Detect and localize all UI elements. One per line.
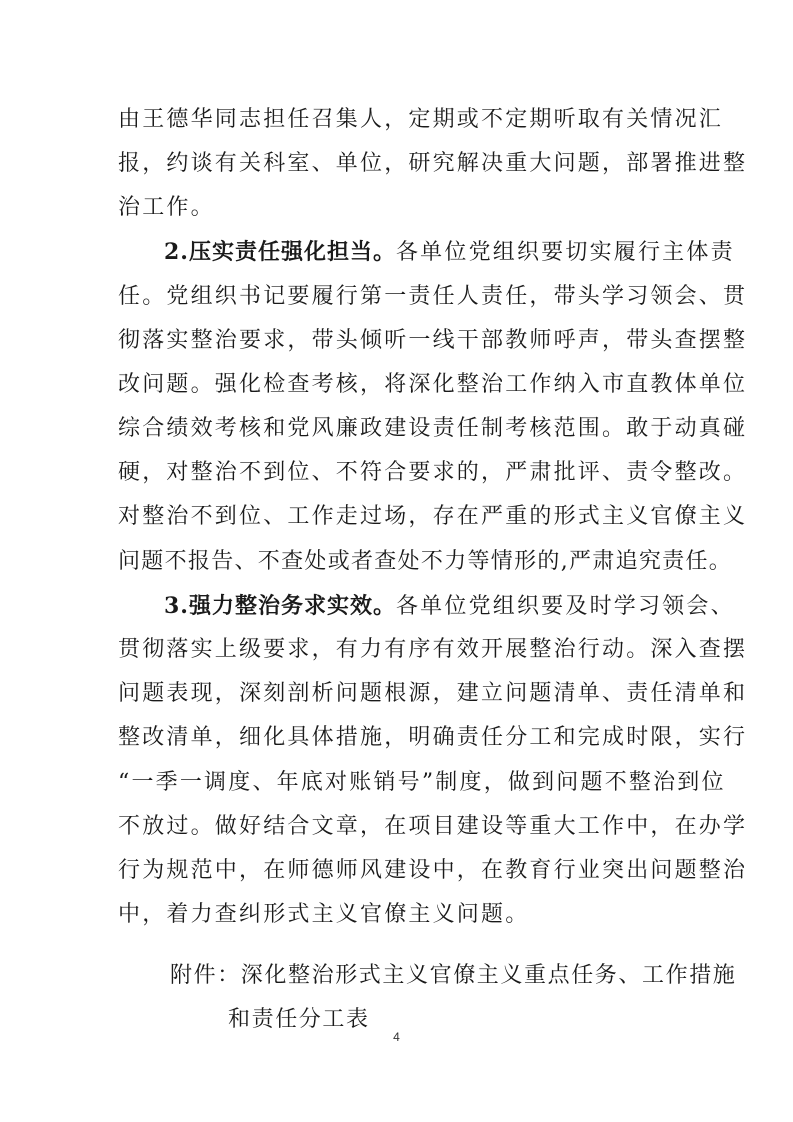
body-line: 治工作。 [118,195,215,220]
body-line: 贯彻落实上级要求，有力有序有效开展整治行动。深入查摆 [118,637,748,662]
body-line: 行为规范中，在师德师风建设中，在教育行业突出问题整治 [118,858,748,883]
section-2-first-line [164,238,735,267]
body-line: 任。党组织书记要履行第一责任人责任，带头学习领会、贯 [118,284,748,309]
body-line: 由王德华同志担任召集人，定期或不定期听取有关情况汇 [118,107,724,132]
body-line: 问题不报告、不查处或者查处不力等情形的,严肃追究责任。 [118,549,733,574]
section-3-first-line [164,592,735,621]
body-line: 改问题。强化检查考核，将深化整治工作纳入市直教体单位 [118,372,748,397]
body-line: 报，约谈有关科室、单位，研究解决重大问题，部署推进整 [118,151,748,176]
section-heading: 2.压实责任强化担当。 [164,239,396,265]
body-line: 对整治不到位、工作走过场，存在严重的形式主义官僚主义 [118,504,748,529]
body-line: 彻落实整治要求，带头倾听一线干部教师呼声，带头查摆整 [118,328,748,353]
body-line: 不放过。做好结合文章，在项目建设等重大工作中，在办学 [118,814,748,839]
page-number: 4 [393,1030,400,1044]
section-heading: 3.强力整治务求实效。 [164,593,396,619]
body-line: 中，着力查纠形式主义官僚主义问题。 [118,902,530,927]
body-line: “一季一调度、年底对账销号”制度，做到问题不整治到位 [118,770,726,795]
body-line: 综合绩效考核和党风廉政建设责任制考核范围。敢于动真碰 [118,416,748,441]
attachment-line: 和责任分工表 [228,1007,370,1032]
body-line: 问题表现，深刻剖析问题根源，建立问题清单、责任清单和 [118,681,748,706]
section-text: 各单位党组织要及时学习领会、 [395,594,735,619]
body-line: 硬，对整治不到位、不符合要求的，严肃批评、责令整改。 [118,460,748,485]
section-text: 各单位党组织要切实履行主体责 [395,240,735,265]
body-line: 整改清单，细化具体措施，明确责任分工和完成时限，实行 [118,725,748,750]
attachment-line: 附件：深化整治形式主义官僚主义重点任务、工作措施 [170,963,737,988]
